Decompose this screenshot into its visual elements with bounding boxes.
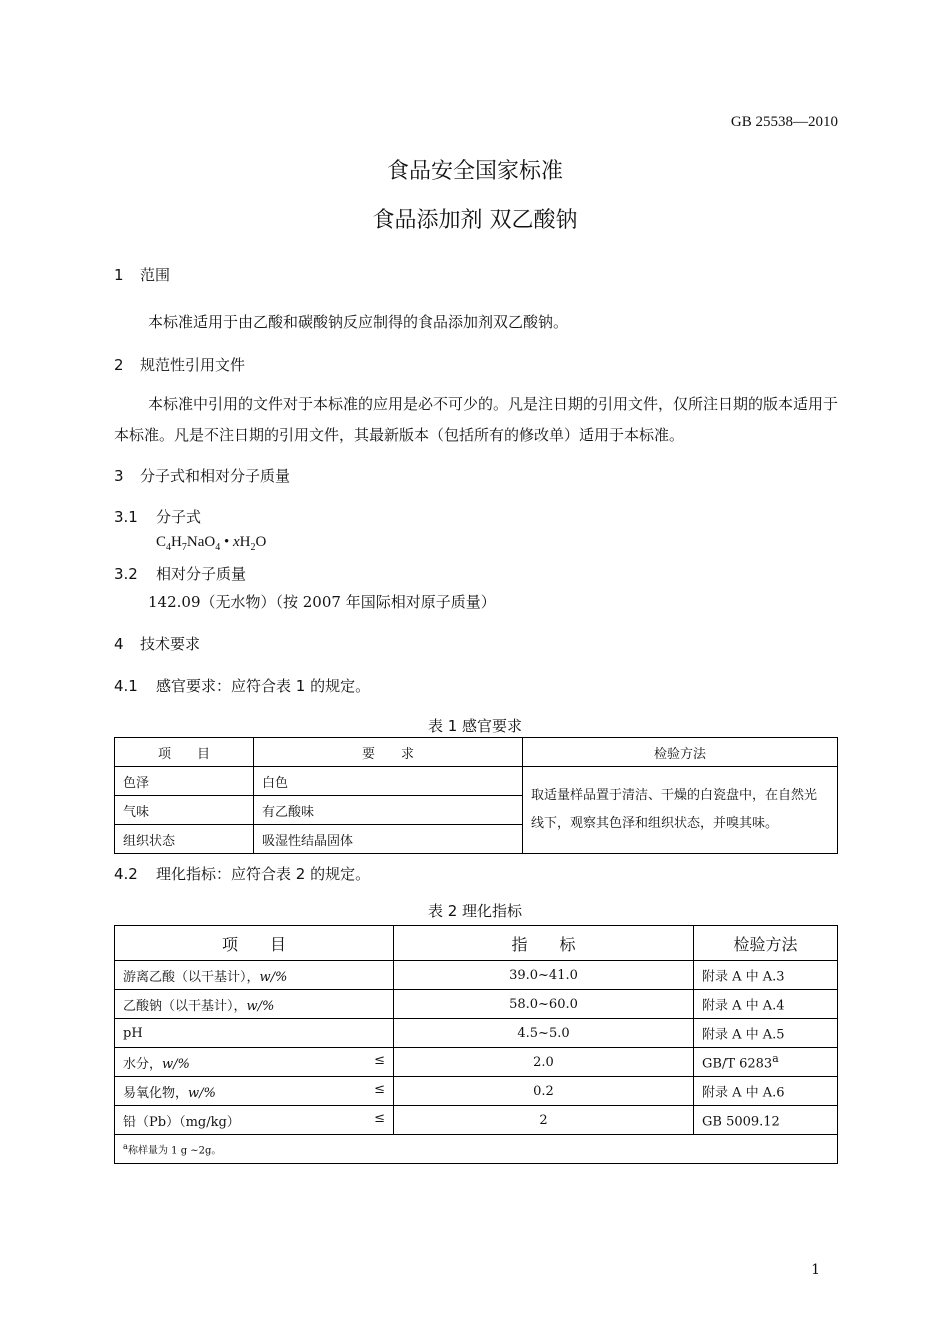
col-method: 检验方法 — [694, 926, 838, 961]
table-header-row — [115, 926, 838, 961]
cell-method: GB/T 6283$^a$ — [694, 1048, 838, 1077]
cell-value: 58.0~60.0 — [394, 990, 694, 1019]
table-row — [115, 1048, 838, 1077]
cell-method: 附录 A 中 A.4 — [694, 990, 838, 1019]
section-3-heading: 3 分子式和相对分子质量 — [114, 467, 291, 485]
table-2-caption: 表 2 理化指标 — [427, 902, 523, 920]
section-4-2-heading: 4.2 理化指标：应符合表 2 的规定。 — [114, 865, 371, 883]
doc-subtitle: 食品添加剂 双乙酸钠 — [372, 208, 578, 233]
cell-item: 乙酸钠（以干基计），w/% — [115, 990, 394, 1019]
cell-item: 气味 — [115, 796, 254, 825]
table-row — [115, 961, 838, 990]
molecular-mass: 142.09（无水物）（按 2007 年国际相对原子质量） — [148, 593, 496, 611]
table-footnote-row — [115, 1135, 838, 1164]
table-header-row — [115, 738, 838, 767]
section-4-1-heading: 4.1 感官要求：应符合表 1 的规定。 — [114, 677, 371, 695]
section-1-heading: 1 范围 — [114, 266, 171, 284]
cell-requirement: 有乙酸味 — [254, 796, 523, 825]
cell-method: 附录 A 中 A.3 — [694, 961, 838, 990]
table-row — [115, 1019, 838, 1048]
cell-value: 39.0~41.0 — [394, 961, 694, 990]
section-1-text: 本标准适用于由乙酸和碳酸钠反应制得的食品添加剂双乙酸钠。 — [148, 313, 569, 331]
sensory-table — [114, 737, 838, 854]
table-row — [115, 767, 838, 796]
section-3-2-heading: 3.2 相对分子质量 — [114, 565, 247, 583]
cell-item: pH — [115, 1019, 394, 1048]
cell-value: 2 — [394, 1106, 694, 1135]
cell-item: 铅（Pb）（mg/kg） ≤ — [115, 1106, 394, 1135]
cell-value: 2.0 — [394, 1048, 694, 1077]
col-value: 指 标 — [394, 926, 694, 961]
cell-method: 取适量样品置于清洁、干燥的白瓷盘中，在自然光线下，观察其色泽和组织状态，并嗅其味。 — [523, 767, 838, 854]
standard-code: GB 25538—2010 — [730, 114, 838, 130]
cell-item: 色泽 — [115, 767, 254, 796]
cell-requirement: 吸湿性结晶固体 — [254, 825, 523, 854]
table-row — [115, 990, 838, 1019]
table-row — [115, 1106, 838, 1135]
cell-method: GB 5009.12 — [694, 1106, 838, 1135]
col-method: 检验方法 — [523, 738, 838, 767]
table-row — [115, 1077, 838, 1106]
cell-method: 附录 A 中 A.5 — [694, 1019, 838, 1048]
cell-value: 4.5~5.0 — [394, 1019, 694, 1048]
cell-value: 0.2 — [394, 1077, 694, 1106]
doc-title: 食品安全国家标准 — [386, 159, 563, 184]
col-requirement: 要 求 — [254, 738, 523, 767]
section-4-heading: 4 技术要求 — [114, 635, 201, 653]
page-number: 1 — [811, 1262, 820, 1278]
cell-item: 组织状态 — [115, 825, 254, 854]
col-item: 项 目 — [115, 738, 254, 767]
molecular-formula: $C_4H_7NaO_4$ • $xH_2O$ — [156, 534, 267, 553]
table-1-caption: 表 1 感官要求 — [427, 717, 523, 735]
cell-item: 易氧化物，w/% ≤ — [115, 1077, 394, 1106]
cell-method: 附录 A 中 A.6 — [694, 1077, 838, 1106]
cell-item: 游离乙酸（以干基计），w/% — [115, 961, 394, 990]
col-item: 项 目 — [115, 926, 394, 961]
section-2-text: 本标准中引用的文件对于本标准的应用是必不可少的。凡是注日期的引用文件，仅所注日期的版本适用于本标准。凡是不注日期的引用文件，其最新版本（包括所有的修改单）适用于本标准。 — [114, 395, 839, 444]
cell-requirement: 白色 — [254, 767, 523, 796]
table-footnote: $^a$称样量为 1 g ~2g。 — [115, 1135, 838, 1164]
section-2-heading: 2 规范性引用文件 — [114, 356, 246, 374]
section-3-1-heading: 3.1 分子式 — [114, 508, 202, 526]
cell-item: 水分，w/% ≤ — [115, 1048, 394, 1077]
physicochemical-table — [114, 925, 838, 1164]
